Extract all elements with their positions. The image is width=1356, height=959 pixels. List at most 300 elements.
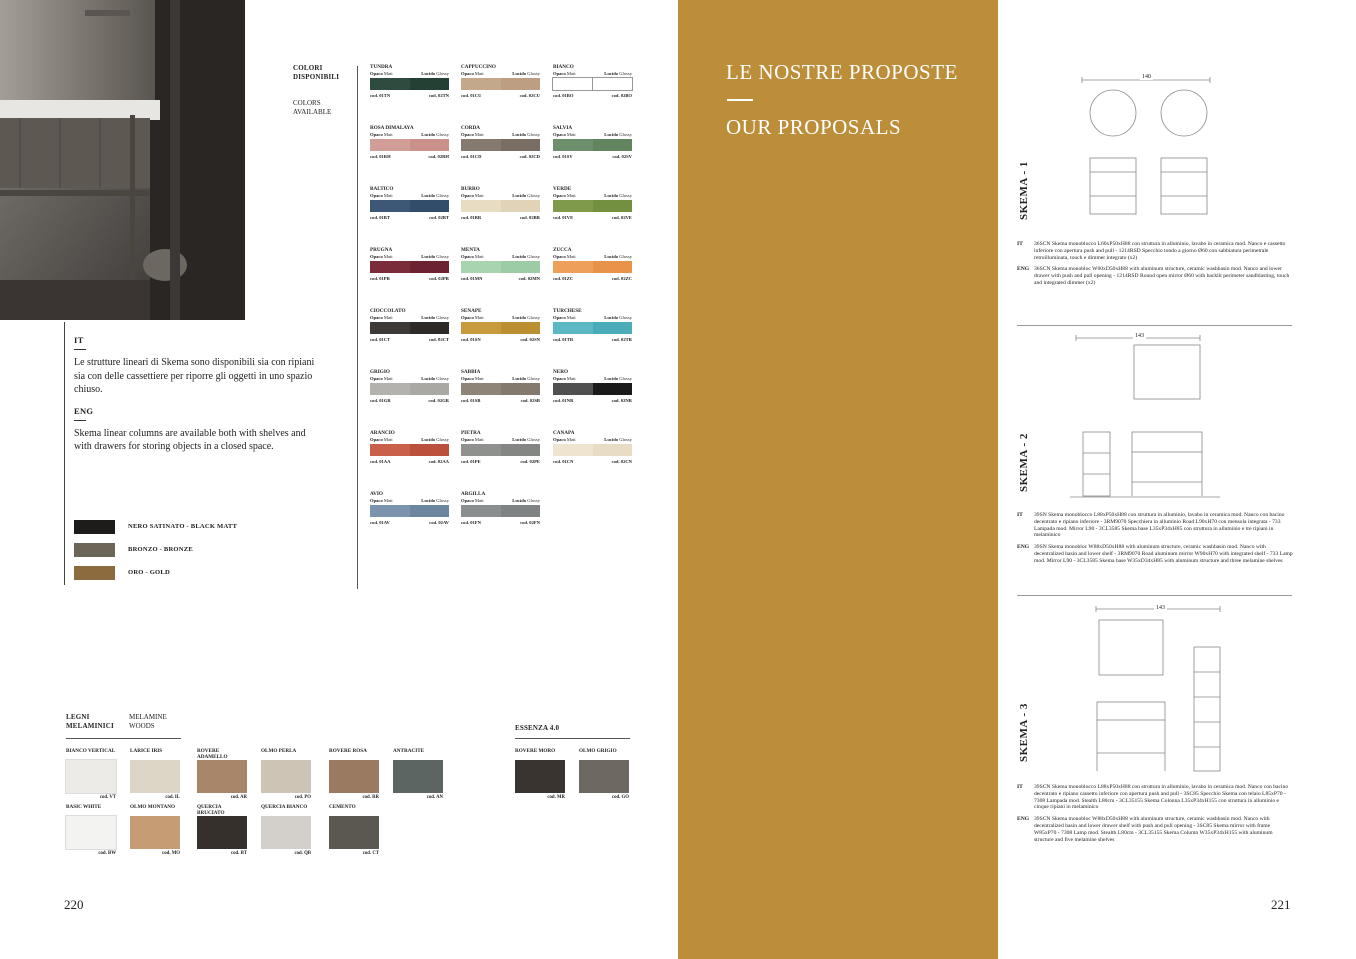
skema2-it <box>1017 512 1293 539</box>
color-swatch <box>553 200 632 212</box>
color-codes <box>370 93 449 98</box>
color-card <box>370 430 449 462</box>
matt-word: Matt <box>474 498 484 503</box>
matt-swatch <box>553 444 593 456</box>
matt-label <box>370 193 393 198</box>
gloss-code: cod. 02RH <box>428 154 449 159</box>
matt-label <box>461 315 484 320</box>
color-name: PRUGNA <box>370 247 393 253</box>
glossy-word: Glossy <box>527 193 540 198</box>
gloss-code: cod. 02TR <box>611 337 632 342</box>
eng-description: Skema linear columns are available both with shelves and with drawers for storing objects in a closed space. <box>74 427 306 452</box>
wood-swatch-card <box>130 804 180 856</box>
glossy-word: Glossy <box>436 437 449 442</box>
color-card <box>553 308 632 340</box>
wood-swatch <box>261 760 311 793</box>
glossy-word: Glossy <box>619 376 632 381</box>
gloss-code: cod. 02CT <box>428 337 449 342</box>
glossy-word: Glossy <box>527 132 540 137</box>
gloss-label <box>512 437 540 442</box>
wood-name: OLMO MONTANO <box>130 804 176 810</box>
matt-swatch <box>370 78 410 90</box>
gloss-label <box>604 437 632 442</box>
matt-word: Matt <box>383 437 393 442</box>
finish-labels <box>370 376 449 381</box>
wood-code: cod. GO <box>611 795 629 800</box>
lucido-word: Lucido <box>512 254 527 259</box>
color-name: TUNDRA <box>370 64 393 70</box>
lucido-word: Lucido <box>512 315 527 320</box>
matt-swatch <box>370 383 410 395</box>
matt-label <box>370 132 393 137</box>
matt-swatch <box>461 505 501 517</box>
lucido-word: Lucido <box>421 437 436 442</box>
finish-labels <box>553 193 632 198</box>
matt-word: Matt <box>383 315 393 320</box>
finish-labels <box>370 254 449 259</box>
color-card <box>553 64 632 96</box>
matt-label <box>370 315 393 320</box>
woods-rule <box>66 738 181 739</box>
matt-code: cod. 01TN <box>370 93 391 98</box>
matt-swatch <box>461 261 501 273</box>
gloss-code: cod. 02SV <box>612 154 632 159</box>
opaco-word: Opaco <box>553 132 566 137</box>
skema3-drawing <box>1090 603 1230 773</box>
finish-swatch <box>74 520 115 534</box>
matt-swatch <box>370 139 410 151</box>
lucido-word: Lucido <box>512 193 527 198</box>
matt-word: Matt <box>566 254 576 259</box>
matt-word: Matt <box>383 376 393 381</box>
opaco-word: Opaco <box>553 254 566 259</box>
essenza-title: ESSENZA 4.0 <box>515 724 560 732</box>
opaco-word: Opaco <box>370 193 383 198</box>
wood-swatch <box>515 760 565 793</box>
essenza-swatch-card <box>515 748 565 800</box>
gloss-code: cod. 02MN <box>518 276 540 281</box>
matt-code: cod. 01NR <box>553 398 574 403</box>
wood-name: LARICE IRIS <box>130 748 163 754</box>
matt-swatch <box>461 322 501 334</box>
glossy-word: Glossy <box>527 315 540 320</box>
gloss-code: cod. 02CU <box>519 93 540 98</box>
glossy-word: Glossy <box>436 498 449 503</box>
skema1-it <box>1017 241 1293 261</box>
skema3-label: SKEMA - 3 <box>1018 703 1030 762</box>
gloss-code: cod. 02GR <box>428 398 449 403</box>
color-codes <box>461 215 540 220</box>
color-swatch <box>370 444 449 456</box>
finish-labels <box>370 193 449 198</box>
skema1-drawing <box>1070 72 1220 222</box>
opaco-word: Opaco <box>461 193 474 198</box>
color-card <box>553 247 632 279</box>
skema3-it <box>1017 784 1293 811</box>
lucido-word: Lucido <box>604 376 619 381</box>
color-codes <box>461 520 540 525</box>
gloss-swatch <box>410 322 450 334</box>
color-codes <box>370 154 449 159</box>
color-codes <box>553 93 632 98</box>
color-swatch <box>461 444 540 456</box>
finish-labels <box>461 498 540 503</box>
wood-swatch-card <box>197 748 247 800</box>
matt-swatch <box>553 383 593 395</box>
color-name: BURRO <box>461 186 480 192</box>
matt-word: Matt <box>566 132 576 137</box>
wood-name: ROVERE MORO <box>515 748 556 754</box>
wood-swatch-card <box>66 804 116 856</box>
color-card <box>553 369 632 401</box>
matt-code: cod. 01PE <box>461 459 481 464</box>
color-name: ZUCCA <box>553 247 572 253</box>
matt-label <box>553 315 576 320</box>
matt-code: cod. 01PR <box>370 276 390 281</box>
glossy-word: Glossy <box>436 254 449 259</box>
matt-label <box>370 376 393 381</box>
color-codes <box>370 520 449 525</box>
opaco-word: Opaco <box>461 254 474 259</box>
wood-swatch <box>261 816 311 849</box>
eng-label: ENG <box>1017 266 1030 273</box>
skema1-label: SKEMA - 1 <box>1018 161 1030 220</box>
color-codes <box>370 337 449 342</box>
matt-label <box>553 376 576 381</box>
gloss-swatch <box>501 505 541 517</box>
color-codes <box>370 398 449 403</box>
glossy-word: Glossy <box>436 132 449 137</box>
color-codes <box>461 93 540 98</box>
matt-swatch <box>370 322 410 334</box>
eng-label: ENG <box>1017 544 1030 551</box>
glossy-word: Glossy <box>527 498 540 503</box>
gloss-label <box>604 132 632 137</box>
opaco-word: Opaco <box>553 315 566 320</box>
matt-word: Matt <box>566 71 576 76</box>
matt-code: cod. 01BR <box>461 215 482 220</box>
color-codes <box>461 154 540 159</box>
skema3-it-text: 39SCN Skema monoblocco L88xP50xH88 con struttura in alluminio, lavabo in ceramica mod. Nanco con bacino decentrato e ripiano cassetto inferiore con apertura push and pull - 3SC85 Specchio Skema con telaio L85xP70 - 7308 Lampada mod. Stealth L80cm - 3CL35155 Skema Colonna L35xP34xH155 con struttura in alluminio e cinque ripiani in melaminico <box>1034 784 1289 811</box>
wood-code: cod. AN <box>426 795 443 800</box>
glossy-word: Glossy <box>527 437 540 442</box>
colors-rule <box>357 66 358 589</box>
matt-word: Matt <box>566 193 576 198</box>
skema2-dimension: 143 <box>1135 333 1144 339</box>
glossy-word: Glossy <box>436 193 449 198</box>
matt-code: cod. 01AA <box>370 459 391 464</box>
skema2-it-text: 39SN Skema monoblocco L88xP50xH88 con struttura in alluminio, lavabo in ceramica mod. Nanco con bacino decentrato e ripiano inferiore - 3RM9070 Specchiera in alluminio Road L90xH70 con mensola integrata - 733 Lampada mod. Mirror L90 - 3CL3585 Skema base L35xP34xH85 con struttura in alluminio e tre ripiani in melaminico <box>1034 512 1285 539</box>
skema3-dimension: 143 <box>1156 605 1165 611</box>
wood-swatch-card <box>197 804 247 856</box>
color-card <box>370 125 449 157</box>
title-it: LE NOSTRE PROPOSTE <box>726 60 958 84</box>
gloss-label <box>604 193 632 198</box>
skema1-dimension: 140 <box>1142 74 1151 80</box>
color-card <box>461 64 540 96</box>
finish-labels <box>461 71 540 76</box>
matt-code: cod. 01GR <box>370 398 391 403</box>
matt-code: cod. 01SN <box>461 337 481 342</box>
gloss-code: cod. 02SN <box>520 337 540 342</box>
gloss-swatch <box>410 261 450 273</box>
it-description: Le strutture lineari di Skema sono disponibili sia con ripiani sia con delle cassettiere per riporre gli oggetti in uno spazio chiuso. <box>74 357 315 395</box>
finish-labels <box>553 254 632 259</box>
finish-row <box>74 561 237 584</box>
color-card <box>461 430 540 462</box>
finish-labels <box>553 132 632 137</box>
gloss-swatch <box>410 78 450 90</box>
finish-label: NERO SATINATO - BLACK MATT <box>128 523 238 530</box>
matt-code: cod. 01FN <box>461 520 481 525</box>
color-codes <box>553 459 632 464</box>
lucido-word: Lucido <box>604 71 619 76</box>
color-name: TURCHESE <box>553 308 582 314</box>
lucido-word: Lucido <box>604 437 619 442</box>
wood-swatch-card <box>261 804 311 856</box>
gloss-swatch <box>593 78 632 90</box>
matt-label <box>461 437 484 442</box>
matt-code: cod. 01TR <box>553 337 574 342</box>
gloss-swatch <box>593 322 633 334</box>
finish-labels <box>461 376 540 381</box>
colors-title-it: COLORI DISPONIBILI <box>293 64 340 81</box>
finish-label: BRONZO - BRONZE <box>128 546 193 553</box>
wood-swatch <box>197 816 247 849</box>
color-name: VERDE <box>553 186 572 192</box>
gloss-label <box>604 254 632 259</box>
matt-label <box>461 498 484 503</box>
bathroom-photo <box>0 0 245 320</box>
page-number-right: 221 <box>1271 897 1291 912</box>
gloss-code: cod. 02BR <box>519 215 540 220</box>
wood-code: cod. VT <box>99 795 116 800</box>
matt-swatch <box>461 139 501 151</box>
color-name: CIOCCOLATO <box>370 308 406 314</box>
it-label: IT <box>74 335 84 345</box>
color-swatch <box>370 139 449 151</box>
finish-labels <box>370 71 449 76</box>
matt-code: cod. 01BT <box>370 215 390 220</box>
matt-label <box>461 71 484 76</box>
gloss-label <box>421 71 449 76</box>
finish-labels <box>461 132 540 137</box>
gloss-code: cod. 02BT <box>429 215 449 220</box>
color-codes <box>370 215 449 220</box>
wood-code: cod. MO <box>162 851 180 856</box>
gloss-code: cod. 02CN <box>611 459 632 464</box>
gloss-swatch <box>593 139 633 151</box>
matt-swatch <box>553 322 593 334</box>
wood-name: CEMENTO <box>329 804 356 810</box>
skema2-text <box>1017 512 1293 565</box>
opaco-word: Opaco <box>461 437 474 442</box>
essenza-swatch-card <box>579 748 629 800</box>
divider <box>74 420 86 421</box>
wood-code: cod. AR <box>230 795 247 800</box>
wood-code: cod. CT <box>362 851 379 856</box>
skema1-eng <box>1017 266 1293 286</box>
matt-swatch <box>461 78 501 90</box>
opaco-word: Opaco <box>553 193 566 198</box>
matt-code: cod. 01CT <box>370 337 391 342</box>
lucido-word: Lucido <box>604 132 619 137</box>
title-en: OUR PROPOSALS <box>726 115 902 139</box>
skema2-eng <box>1017 544 1293 564</box>
color-name: SENAPE <box>461 308 482 314</box>
matt-word: Matt <box>383 254 393 259</box>
gloss-code: cod. 02CD <box>519 154 540 159</box>
matt-word: Matt <box>474 315 484 320</box>
glossy-word: Glossy <box>436 315 449 320</box>
color-card <box>461 369 540 401</box>
gloss-swatch <box>410 383 450 395</box>
opaco-word: Opaco <box>461 498 474 503</box>
color-name: CANAPA <box>553 430 575 436</box>
wood-name: OLMO PERLA <box>261 748 297 754</box>
color-codes <box>370 459 449 464</box>
color-card <box>370 64 449 96</box>
wood-swatch <box>579 760 629 793</box>
structure-finishes <box>74 515 237 584</box>
lucido-word: Lucido <box>421 254 436 259</box>
lucido-word: Lucido <box>512 132 527 137</box>
wood-swatch <box>130 760 180 793</box>
matt-word: Matt <box>474 254 484 259</box>
gloss-swatch <box>501 261 541 273</box>
glossy-word: Glossy <box>619 315 632 320</box>
finish-labels <box>461 315 540 320</box>
matt-swatch <box>370 200 410 212</box>
color-card <box>461 247 540 279</box>
gloss-label <box>512 254 540 259</box>
matt-word: Matt <box>566 315 576 320</box>
gloss-code: cod. 02TN <box>428 93 449 98</box>
title-divider <box>727 99 753 101</box>
opaco-word: Opaco <box>370 71 383 76</box>
color-swatch <box>370 322 449 334</box>
matt-swatch <box>461 200 501 212</box>
color-card <box>553 430 632 462</box>
color-card <box>370 491 449 523</box>
lucido-word: Lucido <box>512 376 527 381</box>
gloss-swatch <box>501 139 541 151</box>
gloss-code: cod. 02ZC <box>611 276 632 281</box>
glossy-word: Glossy <box>619 437 632 442</box>
colors-title-en: COLORS AVAILABLE <box>293 99 332 116</box>
lucido-word: Lucido <box>604 254 619 259</box>
matt-label <box>553 132 576 137</box>
lucido-word: Lucido <box>421 315 436 320</box>
matt-swatch <box>461 383 501 395</box>
vertical-rule <box>64 322 65 585</box>
gloss-swatch <box>501 383 541 395</box>
color-swatch <box>461 139 540 151</box>
matt-label <box>370 71 393 76</box>
matt-swatch <box>553 139 593 151</box>
wood-swatch-card <box>329 804 379 856</box>
matt-swatch <box>370 444 410 456</box>
gloss-swatch <box>501 444 541 456</box>
color-name: ROSA DIMALAYA <box>370 125 414 131</box>
matt-code: cod. 01BO <box>553 93 574 98</box>
color-name: AVIO <box>370 491 383 497</box>
color-card <box>370 369 449 401</box>
matt-code: cod. 01ZC <box>553 276 574 281</box>
color-swatch <box>553 322 632 334</box>
opaco-word: Opaco <box>370 254 383 259</box>
gloss-code: cod. 02VE <box>611 215 632 220</box>
color-card <box>461 308 540 340</box>
wood-code: cod. BW <box>98 851 116 856</box>
matt-swatch <box>553 78 593 90</box>
wood-code: cod. QB <box>294 851 311 856</box>
wood-swatch-card <box>130 748 180 800</box>
wood-swatch <box>393 760 443 793</box>
color-name: SABBIA <box>461 369 481 375</box>
color-name: PIETRA <box>461 430 481 436</box>
color-codes <box>553 154 632 159</box>
skema1-text <box>1017 241 1293 287</box>
color-swatch <box>553 383 632 395</box>
matt-swatch <box>553 261 593 273</box>
color-swatch <box>461 261 540 273</box>
gloss-label <box>421 193 449 198</box>
matt-word: Matt <box>383 132 393 137</box>
gloss-swatch <box>593 444 633 456</box>
wood-code: cod. MR <box>547 795 565 800</box>
finish-labels <box>370 437 449 442</box>
finish-labels <box>461 193 540 198</box>
color-name: SALVIA <box>553 125 573 131</box>
wood-swatch <box>130 816 180 849</box>
color-swatch <box>553 139 632 151</box>
finish-labels <box>370 315 449 320</box>
gloss-label <box>512 71 540 76</box>
gloss-label <box>512 498 540 503</box>
matt-label <box>370 254 393 259</box>
wood-swatch-card <box>329 748 379 800</box>
color-swatch <box>370 200 449 212</box>
lucido-word: Lucido <box>421 498 436 503</box>
eng-label: ENG <box>74 405 94 416</box>
gloss-swatch <box>410 139 450 151</box>
matt-label <box>461 376 484 381</box>
wood-swatch-card <box>66 748 116 800</box>
opaco-word: Opaco <box>370 132 383 137</box>
it-label: IT <box>1017 512 1023 518</box>
color-codes <box>461 398 540 403</box>
color-swatch <box>370 261 449 273</box>
gloss-label <box>421 315 449 320</box>
matt-code: cod. 01MN <box>461 276 483 281</box>
lucido-word: Lucido <box>512 437 527 442</box>
matt-word: Matt <box>566 376 576 381</box>
woods-title-en: MELAMINE WOODS <box>129 713 167 730</box>
wood-name: ROVERE ROSA <box>329 748 367 754</box>
matt-swatch <box>370 261 410 273</box>
gloss-label <box>604 315 632 320</box>
finish-swatch <box>74 543 115 557</box>
gloss-label <box>421 376 449 381</box>
lucido-word: Lucido <box>512 71 527 76</box>
woods-title-it: LEGNI MELAMINICI <box>66 713 114 730</box>
wood-swatch <box>329 760 379 793</box>
color-swatch <box>461 505 540 517</box>
color-card <box>370 247 449 279</box>
skema3-eng-text: 39SCN Skema monobloc W88xD50xH88 with aluminum structure, ceramic washbasin mod. Nanco with decentralized basin and lower drawer shelf with push and pull opening - 3SC85 Skema mirror with frame W85xP70 - 7308 Lamp mod. Stealth L80cm - 3CL35155 Skema Column W35xP34xH155 with aluminum structure and five melamine shelves <box>1034 816 1273 843</box>
finish-swatch <box>74 566 115 580</box>
